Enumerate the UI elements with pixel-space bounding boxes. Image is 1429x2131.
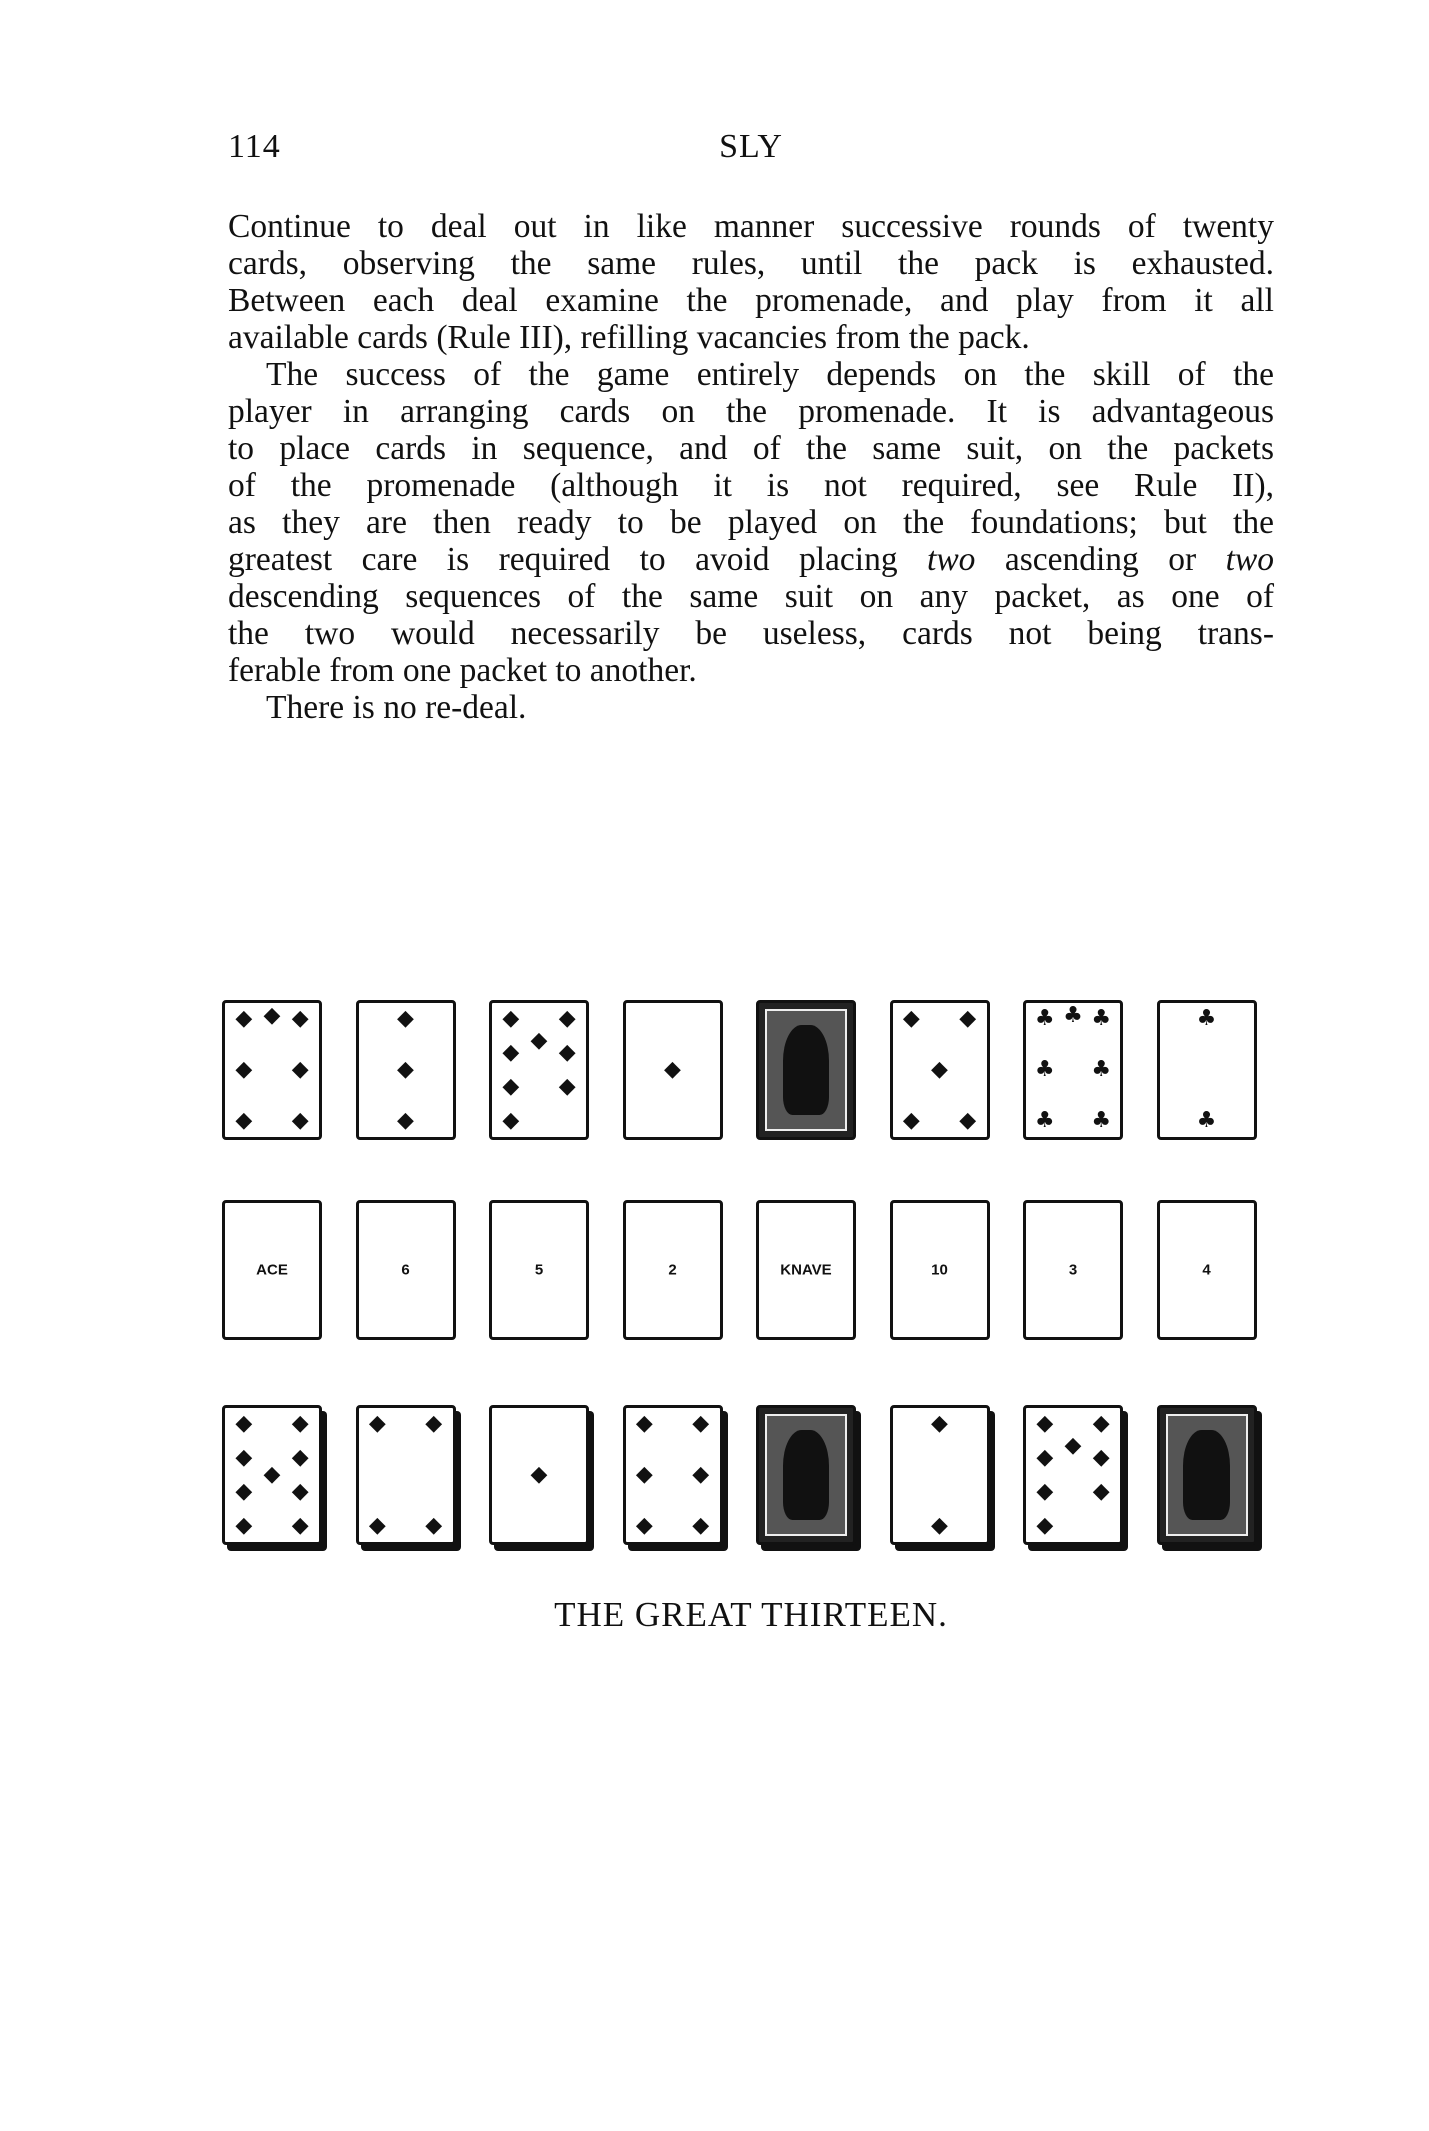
text-line — [228, 541, 1274, 578]
diamond-icon: ◆ — [530, 1027, 548, 1053]
pip-card — [489, 1405, 589, 1545]
text-line: to place cards in sequence, and of the same suit, on the packets — [228, 430, 1274, 467]
diamond-icon: ◆ — [291, 1057, 309, 1082]
text-line: The success of the game entirely depends on the skill of the — [266, 356, 1274, 393]
foundation-card — [623, 1200, 723, 1340]
club-icon: ♣ — [1034, 1107, 1055, 1133]
foundation-card — [1157, 1200, 1257, 1340]
pip-card — [356, 1405, 456, 1545]
diamond-icon: ◆ — [502, 1006, 520, 1032]
foundation-card-label: 3 — [1068, 1261, 1078, 1279]
diamond-icon: ◆ — [1092, 1479, 1110, 1505]
text-line: Between each deal examine the promenade, and play from it all — [228, 282, 1274, 319]
diamond-icon: ◆ — [558, 1006, 576, 1032]
figure-caption: THE GREAT THIRTEEN. — [554, 1595, 948, 1634]
diamond-icon: ◆ — [635, 1512, 653, 1538]
diamond-icon: ◆ — [291, 1512, 309, 1538]
foundation-card — [356, 1200, 456, 1340]
diamond-icon: ◆ — [291, 1444, 309, 1470]
diamond-icon: ◆ — [368, 1512, 386, 1538]
club-icon: ♣ — [1196, 1107, 1217, 1133]
diamond-icon: ◆ — [1092, 1411, 1110, 1437]
text-line: descending sequences of the same suit on any packet, as one of — [228, 578, 1274, 615]
foundation-card-label: ACE — [256, 1261, 288, 1279]
text-line: player in arranging cards on the promenade. It is advantageous — [228, 393, 1274, 430]
diamond-icon: ◆ — [263, 1003, 281, 1029]
foundation-card — [756, 1200, 856, 1340]
diamond-icon: ◆ — [1036, 1444, 1054, 1470]
foundation-card — [489, 1200, 589, 1340]
diamond-icon: ◆ — [558, 1039, 576, 1065]
diamond-icon: ◆ — [235, 1512, 253, 1538]
diamond-icon: ◆ — [235, 1479, 253, 1505]
running-title: SLY — [719, 128, 783, 165]
diamond-icon: ◆ — [1064, 1432, 1082, 1458]
diamond-icon: ◆ — [664, 1057, 681, 1082]
text-fragment: ascending or — [975, 541, 1226, 578]
face-card — [1157, 1405, 1257, 1545]
club-icon: ♣ — [1063, 1003, 1083, 1029]
text-line: Continue to deal out in like manner successive rounds of twenty — [228, 208, 1274, 245]
foundation-card — [890, 1200, 990, 1340]
pip-card — [222, 1000, 322, 1140]
pip-card — [489, 1000, 589, 1140]
diamond-icon: ◆ — [931, 1411, 948, 1437]
diamond-icon: ◆ — [635, 1462, 653, 1487]
foundation-card-label: 5 — [534, 1261, 544, 1279]
foundation-card-label: 10 — [931, 1261, 948, 1279]
pip-card — [1023, 1000, 1123, 1140]
pip-card — [623, 1000, 723, 1140]
diamond-icon: ◆ — [235, 1006, 253, 1032]
diamond-icon: ◆ — [1036, 1512, 1054, 1538]
diamond-icon: ◆ — [502, 1107, 520, 1133]
diamond-icon: ◆ — [902, 1006, 920, 1032]
diamond-icon: ◆ — [291, 1411, 309, 1437]
text-line: as they are then ready to be played on the foundations; but the — [228, 504, 1274, 541]
face-card-figure — [765, 1009, 847, 1131]
club-icon: ♣ — [1034, 1057, 1055, 1082]
club-icon: ♣ — [1091, 1057, 1112, 1082]
diamond-icon: ◆ — [397, 1107, 414, 1133]
foundation-card-label: 4 — [1202, 1261, 1211, 1279]
diamond-icon: ◆ — [635, 1411, 653, 1437]
diamond-icon: ◆ — [263, 1462, 281, 1487]
club-icon: ♣ — [1034, 1006, 1055, 1032]
diamond-icon: ◆ — [502, 1039, 520, 1065]
face-card-figure — [765, 1414, 847, 1536]
diamond-icon: ◆ — [235, 1411, 253, 1437]
card-layout-illustration — [222, 990, 1282, 1560]
face-card-figure — [1166, 1414, 1248, 1536]
diamond-icon: ◆ — [1092, 1444, 1110, 1470]
diamond-icon: ◆ — [502, 1074, 520, 1100]
foundation-card — [222, 1200, 322, 1340]
diamond-icon: ◆ — [1036, 1479, 1054, 1505]
text-line: available cards (Rule III), refilling vacancies from the pack. — [228, 319, 1030, 356]
pip-card — [623, 1405, 723, 1545]
club-icon: ♣ — [1196, 1006, 1217, 1032]
diamond-icon: ◆ — [235, 1107, 253, 1133]
diamond-icon: ◆ — [425, 1411, 443, 1437]
diamond-icon: ◆ — [291, 1479, 309, 1505]
text-line: ferable from one packet to another. — [228, 652, 697, 689]
diamond-icon: ◆ — [1036, 1411, 1054, 1437]
page-number: 114 — [228, 128, 281, 165]
diamond-icon: ◆ — [558, 1074, 576, 1100]
diamond-icon: ◆ — [235, 1444, 253, 1470]
diamond-icon: ◆ — [692, 1512, 710, 1538]
diamond-icon: ◆ — [692, 1462, 710, 1487]
foundation-card-label: 6 — [401, 1261, 410, 1279]
diamond-icon: ◆ — [959, 1006, 977, 1032]
foundation-card-label: KNAVE — [780, 1261, 832, 1279]
diamond-icon: ◆ — [530, 1462, 548, 1487]
pip-card — [222, 1405, 322, 1545]
emphasis: two — [1225, 541, 1274, 578]
diamond-icon: ◆ — [931, 1057, 948, 1082]
diamond-icon: ◆ — [397, 1057, 414, 1082]
diamond-icon: ◆ — [902, 1107, 920, 1133]
text-line: of the promenade (although it is not required, see Rule II), — [228, 467, 1274, 504]
face-card — [756, 1405, 856, 1545]
face-card — [756, 1000, 856, 1140]
text-line: There is no re-deal. — [266, 689, 527, 726]
foundation-card-label: 2 — [668, 1261, 677, 1279]
body-text — [228, 208, 1274, 726]
diamond-icon: ◆ — [425, 1512, 443, 1538]
page-header — [228, 128, 1274, 178]
foundation-card — [1023, 1200, 1123, 1340]
diamond-icon: ◆ — [368, 1411, 386, 1437]
club-icon: ♣ — [1091, 1006, 1112, 1032]
club-icon: ♣ — [1091, 1107, 1112, 1133]
text-line: cards, observing the same rules, until the pack is exhausted. — [228, 245, 1274, 282]
text-fragment: greatest care is required to avoid placing — [228, 541, 928, 578]
diamond-icon: ◆ — [291, 1107, 309, 1133]
pip-card — [356, 1000, 456, 1140]
text-line: the two would necessarily be useless, cards not being trans- — [228, 615, 1274, 652]
pip-card — [1157, 1000, 1257, 1140]
diamond-icon: ◆ — [692, 1411, 710, 1437]
pip-card — [1023, 1405, 1123, 1545]
diamond-icon: ◆ — [931, 1512, 948, 1538]
diamond-icon: ◆ — [959, 1107, 977, 1133]
diamond-icon: ◆ — [235, 1057, 253, 1082]
diamond-icon: ◆ — [397, 1006, 414, 1032]
pip-card — [890, 1405, 990, 1545]
pip-card — [890, 1000, 990, 1140]
diamond-icon: ◆ — [291, 1006, 309, 1032]
emphasis: two — [927, 541, 976, 578]
